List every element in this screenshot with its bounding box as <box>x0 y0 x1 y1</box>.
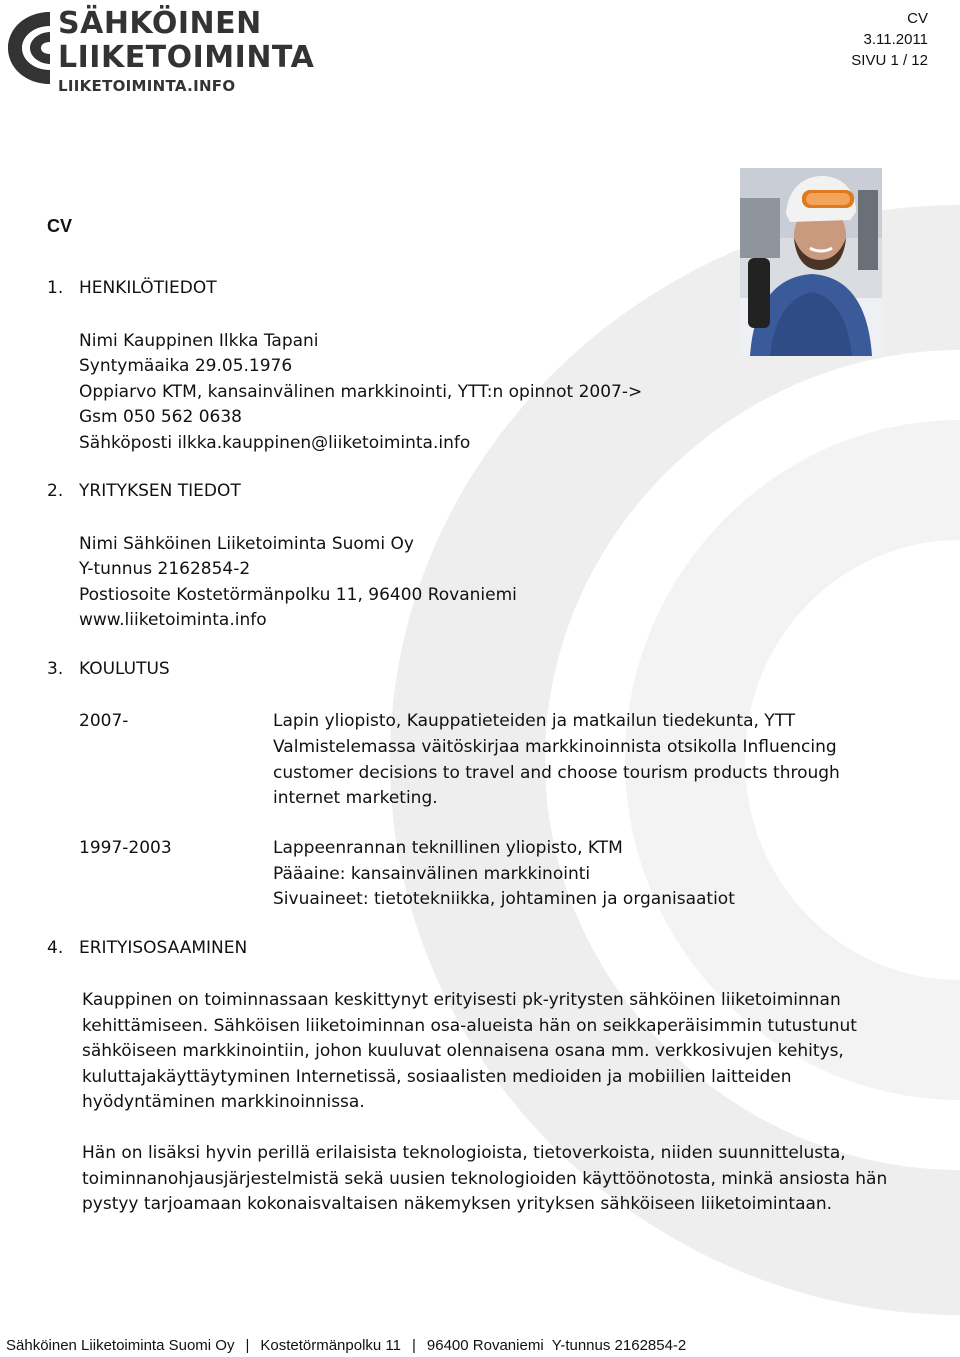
section-number: 3. <box>47 659 64 679</box>
company-info <box>79 532 517 634</box>
page-number: SIVU 1 / 12 <box>851 52 928 69</box>
education-line: Lapin yliopisto, Kauppatieteiden ja matkailun tiedekunta, YTT <box>273 711 796 731</box>
education-line: Lappeenrannan teknillinen yliopisto, KTM <box>273 838 623 858</box>
section-number: 4. <box>47 938 64 958</box>
info-line: Y-tunnus 2162854-2 <box>79 559 251 580</box>
education-line: customer decisions to travel and choose tourism products through <box>273 762 840 783</box>
footer-city-id: 96400 Rovaniemi Y-tunnus 2162854-2 <box>426 1337 687 1354</box>
education-line: Sivuaineet: tietotekniikka, johtaminen ja organisaatiot <box>273 889 735 910</box>
info-line: Oppiarvo KTM, kansainvälinen markkinointi, YTT:n opinnot 2007-> <box>79 381 643 402</box>
expertise-paragraph: Kauppinen on toiminnassaan keskittynyt erityisesti pk-yritysten sähköinen liiketoiminnan kehittämiseen. Sähköisen liiketoiminnan osa-alueista hän on seikkaperäisimmin tutustunut sähköiseen markkinointiin, johon kuuluvat olennaisena osana mm. verkkosivujen kehitys, kuluttajakäyttäytyminen Internetissä, sosiaalisten medioiden ja mobiilien laitteiden hyödyntäminen markkinoinnissa. <box>82 990 857 1113</box>
logo-text-url: LIIKETOIMINTA.INFO <box>58 77 236 95</box>
logo-text-line2: LIIKETOIMINTA <box>58 40 315 75</box>
section-label: YRITYKSEN TIEDOT <box>79 481 241 501</box>
info-line: Nimi Kauppinen Ilkka Tapani <box>79 331 319 351</box>
profile-photo <box>740 168 882 356</box>
education-line: Pääaine: kansainvälinen markkinointi <box>273 863 591 884</box>
doc-date: 3.11.2011 <box>863 31 928 48</box>
info-line: Sähköposti ilkka.kauppinen@liiketoiminta.info <box>79 432 471 453</box>
expertise-paragraph: Hän on lisäksi hyvin perillä erilaisista teknologioista, tietoverkoista, niiden suunnittelusta, toiminnanohjausjärjestelmistä sekä uusien teknologioiden käyttöönotosta, minkä ansiosta hän pystyy tarjoamaan kokonaisvaltaisen näkemyksen yrityksen sähköiseen liiketoimintaan. <box>82 1143 888 1215</box>
education-years: 1997-2003 <box>79 838 172 858</box>
header-meta <box>851 8 928 71</box>
section-number: 2. <box>47 481 64 501</box>
info-line: www.liiketoiminta.info <box>79 610 267 631</box>
footer-address: Kostetörmänpolku 11 <box>260 1337 401 1354</box>
document-title: CV <box>47 216 73 236</box>
info-line: Postiosoite Kostetörmänpolku 11, 96400 Rovaniemi <box>79 584 517 605</box>
education-line: Valmistelemassa väitöskirjaa markkinoinnista otsikolla Influencing <box>273 736 837 757</box>
footer-separator: | <box>245 1337 250 1354</box>
section-number: 1. <box>47 278 64 298</box>
info-line: Nimi Sähköinen Liiketoiminta Suomi Oy <box>79 534 414 554</box>
info-line: Syntymäaika 29.05.1976 <box>79 356 293 377</box>
footer-company: Sähköinen Liiketoiminta Suomi Oy <box>6 1337 235 1354</box>
page-footer <box>6 1337 686 1354</box>
logo-text-line1: SÄHKÖINEN <box>58 6 262 41</box>
section-label: ERITYISOSAAMINEN <box>79 938 248 958</box>
personal-info <box>79 329 642 456</box>
company-logo <box>4 6 315 96</box>
info-line: Gsm 050 562 0638 <box>79 407 242 428</box>
education-line: internet marketing. <box>273 788 438 809</box>
section-label: KOULUTUS <box>79 659 170 679</box>
logo-mark-icon <box>4 8 56 86</box>
section-label: HENKILÖTIEDOT <box>79 278 217 298</box>
footer-separator: | <box>412 1337 416 1354</box>
education-years: 2007- <box>79 711 129 731</box>
doc-type: CV <box>907 10 928 27</box>
